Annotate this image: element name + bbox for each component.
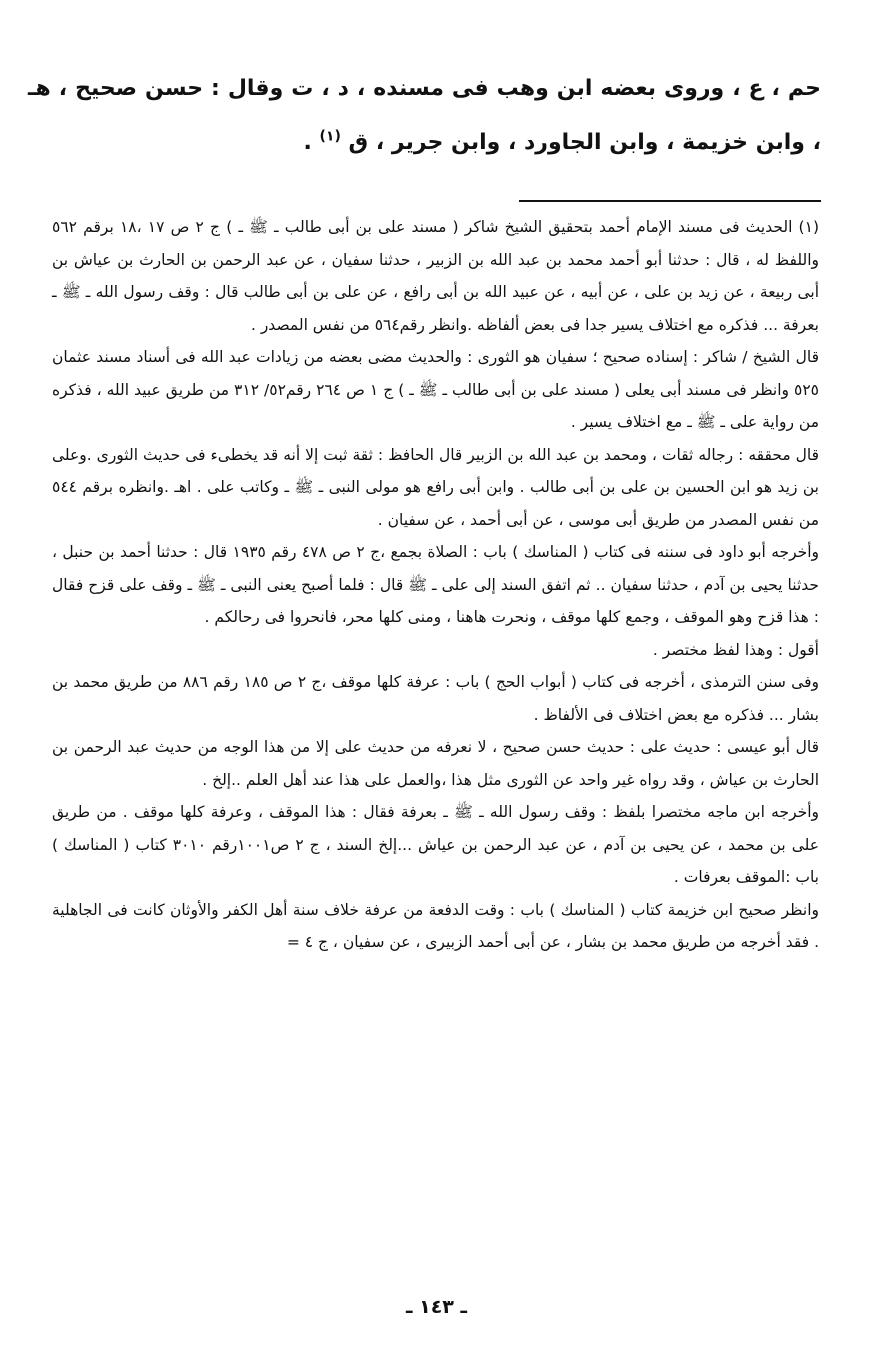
footnote-paragraph: وفى سنن الترمذى ، أخرجه فى كتاب ( أبواب الحج ) باب : عرفة كلها موقف ،ج ٢ ص ١٨٥ رقم ٨٨٦ من طريق محمد بن بشار ... فذكره مع بعض اختلاف فى الألفاظ . (52, 673, 819, 724)
footnote-paragraph: وانظر صحيح ابن خزيمة كتاب ( المناسك ) باب : وقت الدفعة من عرفة خلاف سنة أهل الكفر والأوثان كانت فى الجاهلية . فقد أخرجه من طريق محمد بن بشار ، عن أبى أحمد الزبيرى ، عن سفيان ، ج ٤ = (52, 900, 819, 951)
main-body-text: حم ، ع ، وروى بعضه ابن وهب فى مسنده ، د ، ت وقال : حسن صحيح ، هـ ، وابن خزيمة ، وابن الجاورد ، وابن جرير ، ق (28, 76, 821, 155)
main-text (28, 62, 821, 170)
footnote-paragraph: قال محققه : رجاله ثقات ، ومحمد بن عبد الله بن الزبير قال الحافظ : ثقة ثبت إلا أنه قد يخطىء فى حديث الثورى .وعلى بن زيد هو ابن الحسين بن على بن أبى طالب . وابن أبى رافع هو مولى النبى ـ ﷺ ـ وكاتب على . اهـ .وانظره برقم ٥٤٤ من نفس المصدر من طريق أبى موسى ، عن أبى أحمد ، عن سفيان . (52, 445, 819, 529)
footnote-paragraph: وأخرجه أبو داود فى سننه فى كتاب ( المناسك ) باب : الصلاة بجمع ،ج ٢ ص ٤٧٨ رقم ١٩٣٥ قال : حدثنا أحمد بن حنبل ، حدثنا يحيى بن آدم ، حدثنا سفيان .. ثم اتفق السند إلى على ـ ﷺ قال : فلما أصبح يعنى النبى ـ ﷺ ـ وقف على قزح فقال : هذا قزح وهو الموقف ، وجمع كلها موقف ، ونحرت هاهنا ، ومنى كلها محر، فانحروا فى رحالكم . (52, 543, 820, 626)
page-number: ـ ١٤٣ ـ (405, 1296, 467, 1318)
footnote-paragraph: (١) الحديث فى مسند الإمام أحمد بتحقيق الشيخ شاكر ( مسند على بن أبى طالب ـ ﷺ ـ ) ج ٢ ص ١٧ ،١٨ برقم ٥٦٢ واللفظ له ، قال : حدثنا أبو أحمد محمد بن عبد الله بن الزبير ، حدثنا سفيان ، عن عبد الرحمن بن الحارث بن عياش بن أبى ربيعة ، عن زيد بن على ، عن أبيه ، عن عبيد الله بن أبى رافع ، عن على بن أبى طالب قال : وقف رسول الله ـ ﷺ ـ بعرفة ... فذكره مع اختلاف يسير جدا فى بعض ألفاظه .وانظر رقم٥٦٤ من نفس المصدر . (52, 218, 819, 334)
footnote-paragraph: قال الشيخ / شاكر : إسناده صحيح ؛ سفيان هو الثورى : والحديث مضى بعضه من زيادات عبد الله فى أسناد مسند عثمان ٥٢٥ وانظر فى مسند أبى يعلى ( مسند على بن أبى طالب ـ ﷺ ـ ) ج ١ ص ٢٦٤ رقم٥٢/ ٣١٢ من طريق عبيد الله ، فذكره من رواية على ـ ﷺ ـ مع اختلاف يسير . (52, 348, 820, 431)
footnote-reference[interactable]: (١) (319, 128, 341, 145)
footnotes (52, 211, 819, 959)
main-paragraph (28, 62, 821, 170)
main-end-punct: . (303, 130, 320, 155)
footnote-paragraph: أقول : وهذا لفظ مختصر . (652, 640, 819, 659)
footnote-divider (519, 200, 821, 202)
footnote-paragraph: قال أبو عيسى : حديث على : حديث حسن صحيح ، لا نعرفه من حديث على إلا من هذا الوجه من حديث عبد الرحمن بن الحارث بن عياش ، وقد رواه غير واحد عن الثورى مثل هذا ،والعمل على هذا عند أهل العلم ..إلخ . (52, 738, 819, 789)
footnote-paragraph: وأخرجه ابن ماجه مختصرا بلفظ : وقف رسول الله ـ ﷺ ـ بعرفة فقال : هذا الموقف ، وعرفة كلها موقف . من طريق على بن محمد ، عن يحيى بن آدم ، عن عبد الرحمن بن عياش ...إلخ السند ، ج ٢ ص١٠٠١رقم ٣٠١٠ كتاب ( المناسك ) باب :الموقف بعرفات . (52, 803, 819, 886)
